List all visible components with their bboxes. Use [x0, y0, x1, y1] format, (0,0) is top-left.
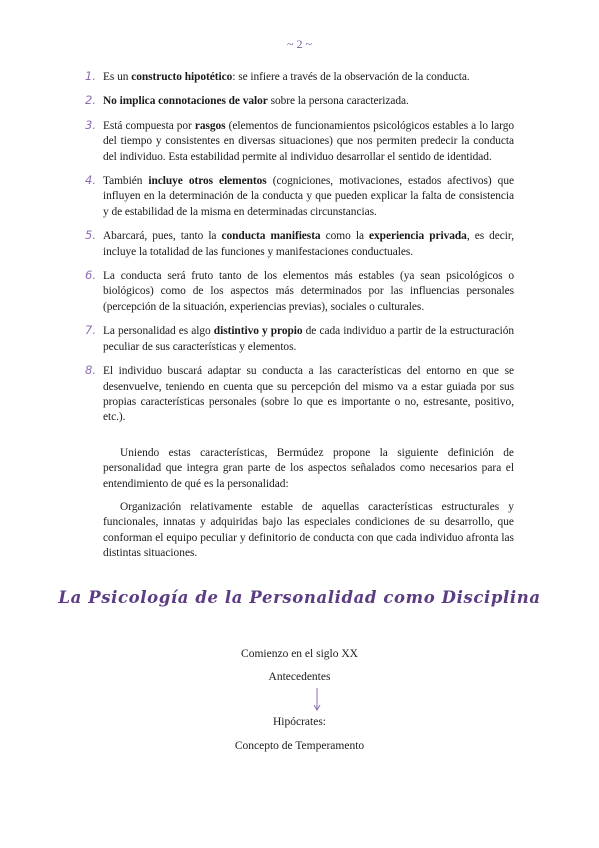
- list-item: [85, 69, 514, 85]
- text-run: (cogniciones, motivaciones, estados afectivos) que influyen en la determinación de la conducta y que pueden explicar la falta de consistencia y de estabilidad de la misma en determinadas circunstancias.: [103, 175, 514, 218]
- text-run: La conducta será fruto tanto de los elementos más estables (ya sean psicológicos o biológicos) como de los aspectos más determinados por las influencias personales (percepción de la situación, experiencias previas), sociales o culturales.: [103, 270, 514, 313]
- list-item-number: 2.: [85, 93, 96, 108]
- list-item-text: [103, 324, 514, 355]
- bold-term: distintivo y propio: [213, 325, 303, 338]
- list-item-text: [103, 269, 514, 315]
- text-run: Es un: [103, 71, 132, 83]
- definition-paragraph: Organización relativamente estable de aquellas características estructurales y funcionales, innatas y adquiridas bajo las especiales condiciones de su desarrollo, que conforman el equipo peculiar y definitorio de conducta con que cada individuo afronta las distintas situaciones.: [103, 501, 514, 560]
- text-run: La personalidad es algo: [103, 325, 214, 338]
- bold-term: No implica connotaciones de valor: [103, 95, 268, 108]
- text-run: , es decir, incluye la totalidad de las funciones y manifestaciones conductuales.: [103, 230, 514, 258]
- bold-term: experiencia privada: [369, 230, 467, 243]
- down-arrow-icon: [313, 688, 321, 712]
- list-item-number: 3.: [85, 117, 96, 132]
- list-item: [85, 323, 514, 355]
- text-run: El individuo buscará adaptar su conducta a las características del entorno en que se desenvuelve, teniendo en cuenta que su percepción del mismo va a estar guiada por sus propias características personales (sobre lo que es importante o no, estresante, positivo, etc.).: [103, 365, 514, 424]
- text-run: como la: [320, 230, 370, 243]
- text-run: Abarcará, pues, tanto la: [103, 230, 222, 243]
- list-item-text: [103, 70, 514, 85]
- list-item: [85, 93, 514, 109]
- list-item-number: 5.: [85, 228, 96, 243]
- list-item: [85, 268, 514, 315]
- text-run: También: [103, 175, 149, 188]
- list-item: [85, 228, 514, 260]
- text-run: Está compuesta por: [103, 119, 195, 132]
- list-item-number: 8.: [85, 363, 96, 378]
- list-item-number: 4.: [85, 173, 96, 188]
- bold-term: incluye otros elementos: [148, 175, 267, 188]
- page-number: ~ 2 ~: [287, 37, 312, 51]
- list-item-text: [103, 94, 514, 109]
- list-item-number: 1.: [85, 69, 96, 83]
- flow-item-origin: Comienzo en el siglo XX: [241, 648, 358, 660]
- characteristics-list: [85, 69, 514, 435]
- list-item-text: [103, 229, 514, 260]
- list-item-text: [103, 119, 514, 165]
- text-run: (elementos de funcionamientos psicológicos estables a lo largo del tiempo y consistentes en diversas situaciones) que nos permiten predecir la conducta del individuo. Esta estabilidad permite al individuo desarrollar el sentido de identidad.: [103, 119, 514, 163]
- bold-term: constructo hipotético: [131, 71, 233, 83]
- text-run: : se infiere a través de la observación de la conducta.: [232, 71, 470, 83]
- flow-item-temperament: Concepto de Temperamento: [234, 740, 365, 752]
- list-item-number: 6.: [85, 268, 96, 283]
- list-item: [85, 363, 514, 426]
- list-item-number: 7.: [85, 323, 96, 338]
- bold-term: conducta manifiesta: [221, 230, 321, 243]
- text-run: de cada individuo a partir de la estructuración peculiar de sus características y elementos.: [103, 325, 514, 353]
- text-run: sobre la persona caracterizada.: [267, 95, 409, 108]
- list-item: [85, 173, 514, 220]
- list-item-text: [103, 174, 514, 220]
- intro-paragraph: Uniendo estas características, Bermúdez propone la siguiente definición de personalidad que integra gran parte de los aspectos señalados como necesarios para el entendimiento de qué es la personalidad:: [103, 447, 514, 490]
- bold-term: rasgos: [194, 119, 226, 132]
- list-item: [85, 117, 514, 165]
- flow-item-antecedents: Antecedentes: [268, 671, 331, 683]
- list-item-text: [103, 364, 514, 426]
- flow-item-hippocrates: Hipócrates:: [272, 716, 326, 728]
- section-heading: La Psicología de la Personalidad como Disciplina: [58, 588, 541, 607]
